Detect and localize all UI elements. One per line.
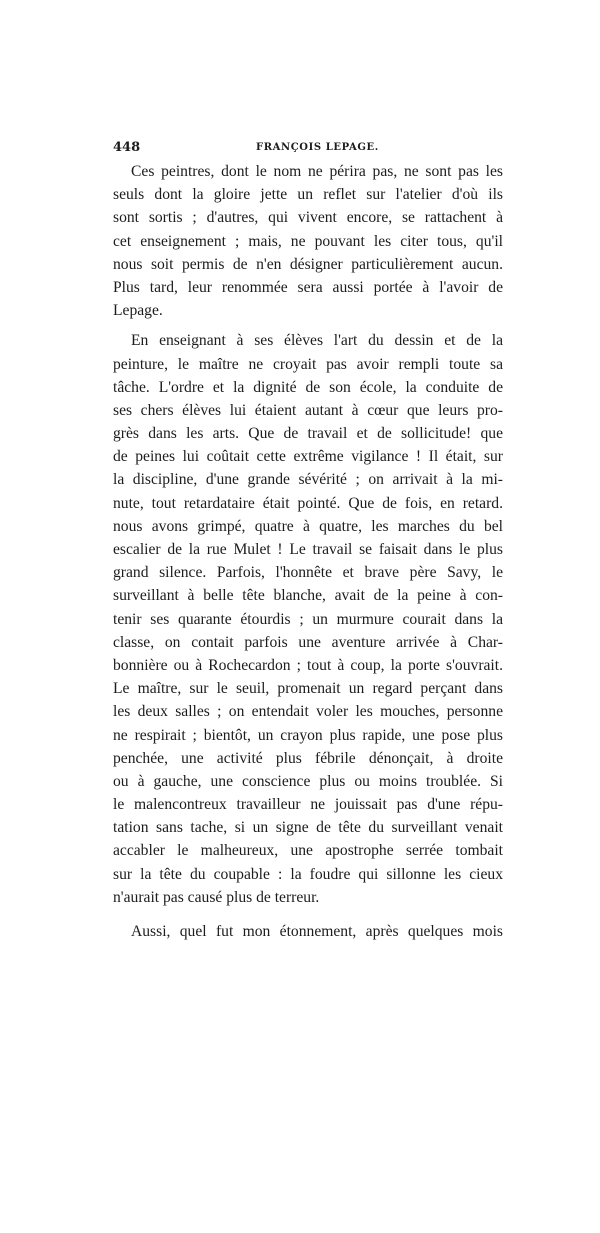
text-line: cet enseignement ; mais, ne pouvant les citer tous, qu'il <box>113 232 503 250</box>
running-title: FRANÇOIS LEPAGE. <box>256 142 379 153</box>
text-line: les deux salles ; on entendait voler les mouches, personne <box>113 703 503 721</box>
text-line: n'aurait pas causé plus de terreur. <box>113 888 320 906</box>
text-line: grand silence. Parfois, l'honnête et brave père Savy, le <box>113 564 503 582</box>
text-line: penchée, une activité plus fébrile dénonçait, à droite <box>113 749 503 767</box>
text-line: grès dans les arts. Que de travail et de sollicitude! que <box>113 425 503 443</box>
text-line: accabler le malheureux, une apostrophe serrée tombait <box>113 842 503 860</box>
text-line: le malencontreux travailleur ne jouissait pas d'une répu- <box>113 796 503 814</box>
text-line: sur la tête du coupable : la foudre qui sillonne les cieux <box>113 865 503 883</box>
text-line: surveillant à belle tête blanche, avait de la peine à con- <box>113 587 503 605</box>
text-line: nous soit permis de n'en désigner particulièrement aucun. <box>113 255 503 273</box>
text-line: Le maître, sur le seuil, promenait un regard perçant dans <box>113 680 503 698</box>
text-line: de peines lui coûtait cette extrême vigilance ! Il était, sur <box>113 448 503 466</box>
text-line: bonnière ou à Rochecardon ; tout à coup, la porte s'ouvrait. <box>113 656 503 674</box>
text-line: tâche. L'ordre et la dignité de son école, la conduite de <box>113 378 503 396</box>
text-line: Aussi, quel fut mon étonnement, après quelques mois <box>131 923 503 940</box>
text-line: Ces peintres, dont le nom ne périra pas, ne sont pas les <box>131 163 503 180</box>
text-line: tenir ses quarante étourdis ; un murmure courait dans la <box>113 610 503 628</box>
text-line: peinture, le maître ne croyait pas avoir rempli toute sa <box>113 355 503 373</box>
body-text <box>113 160 503 943</box>
text-line: Lepage. <box>113 302 163 320</box>
text-line: escalier de la rue Mulet ! Le travail se faisait dans le plus <box>113 541 503 558</box>
text-line: classe, on contait parfois une aventure arrivée à Char- <box>113 633 503 651</box>
text-line: la discipline, d'une grande sévérité ; on arrivait à la mi- <box>113 471 503 489</box>
text-line: En enseignant à ses élèves l'art du dessin et de la <box>131 332 503 350</box>
text-line: sont sortis ; d'autres, qui vivent encore, se rattachent à <box>113 209 503 227</box>
text-line: Plus tard, leur renommée sera aussi portée à l'avoir de <box>113 278 503 296</box>
page-number: 448 <box>113 140 141 155</box>
text-line: ou à gauche, une conscience plus ou moins troublée. Si <box>113 772 503 790</box>
text-line: nute, tout retardataire était pointé. Que de fois, en retard. <box>113 494 503 512</box>
page-header <box>113 140 503 160</box>
text-line: ses chers élèves lui étaient autant à cœur que leurs pro- <box>113 401 503 419</box>
text-line: seuls dont la gloire jette un reflet sur l'atelier d'où ils <box>113 186 503 204</box>
text-line: nous avons grimpé, quatre à quatre, les marches du bel <box>113 517 503 535</box>
text-line: ne respirait ; bientôt, un crayon plus rapide, une pose plus <box>113 726 503 744</box>
paragraph <box>113 160 503 322</box>
text-line: tation sans tache, si un signe de tête du surveillant venait <box>113 819 503 837</box>
paragraph <box>113 329 503 909</box>
paragraph <box>113 920 503 943</box>
